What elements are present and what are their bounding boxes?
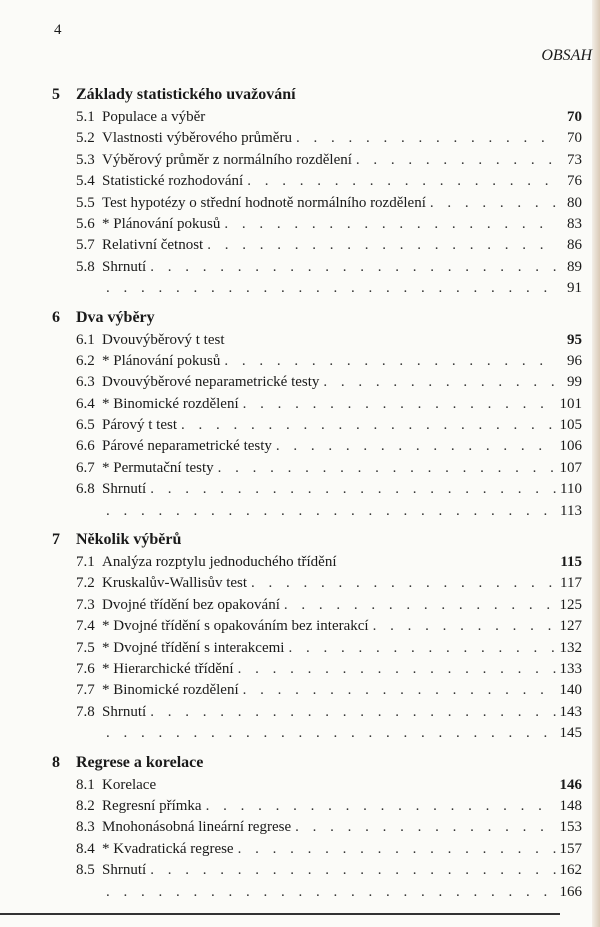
section-number: 6.7 [76,459,95,476]
dot-leader [106,723,556,744]
chapter-number: 6 [52,308,60,326]
section-number: 6.1 [76,331,95,348]
toc-entry [0,372,600,393]
section-number: 8.5 [76,862,95,879]
section-number: 5.1 [76,109,95,125]
section-number: 7.7 [76,682,95,699]
page-ref: 96 [567,352,582,369]
toc-entry [0,193,600,214]
running-title: OBSAH [541,47,592,64]
chapter [0,306,600,523]
section-title: * Kvadratická regrese [102,840,234,857]
toc-entry [0,351,600,372]
chapter-number: 7 [52,531,60,549]
chapter-number: 5 [52,86,60,103]
section-number: 5.3 [76,151,95,168]
section-title: Výběrový průměr z normálního rozdělení [102,151,352,168]
dot-leader [218,458,556,479]
section-number: 6.2 [76,352,95,369]
page-ref: 125 [559,596,582,613]
section-title: Dvouvýběrový t test [102,331,225,348]
page-ref: 146 [559,776,582,793]
page-ref: 115 [560,554,582,571]
dot-leader [224,351,556,372]
section-title: Párové neparametrické testy [102,438,272,455]
dot-leader [243,680,556,701]
dot-leader [238,659,556,680]
toc-entry [0,573,600,594]
chapter [0,528,600,745]
section-title: * Binomické rozdělení [102,395,239,412]
dot-leader [276,436,556,457]
dot-leader [284,595,556,616]
dot-leader [207,235,556,256]
page-ref: 140 [559,682,582,699]
section-number: 5.4 [76,173,95,190]
toc-entry [0,394,600,415]
page-ref: 107 [559,459,582,476]
chapter-heading [0,306,600,330]
page-ref: 70 [567,130,582,147]
section-number: 7.4 [76,618,95,635]
page-ref: 86 [567,237,582,254]
section-title: Shrnutí [102,481,147,498]
section-title: Korelace [102,776,157,793]
chapter-heading [0,83,600,107]
section-number: 5.2 [76,130,95,147]
section-title: Dvojné třídění bez opakování [102,596,280,613]
dot-leader [181,415,556,436]
toc-entry [0,278,600,299]
page-ref: 145 [559,725,582,742]
dot-leader [206,796,556,817]
toc-entry [0,235,600,256]
section-number: 5.7 [76,237,95,254]
toc-entry [0,839,600,860]
dot-leader [224,214,556,235]
dot-leader [150,702,555,723]
chapter-heading [0,751,600,775]
page-ref: 91 [567,280,582,297]
section-number: 5.6 [76,215,95,232]
toc-entry [0,128,600,149]
page-ref: 73 [567,151,582,168]
page-ref: 83 [567,215,582,232]
chapter-gap [0,903,600,909]
section-title: Test hypotézy o střední hodnotě normálního rozdělení [102,194,426,211]
section-title: Dvouvýběrové neparametrické testy [102,374,320,391]
chapter-title: Základy statistického uvažování [76,86,296,103]
section-number: 8.2 [76,797,95,814]
page-ref: 132 [559,639,582,656]
dot-leader [288,638,555,659]
section-title: * Permutační testy [102,459,214,476]
section-number: 7.6 [76,660,95,677]
section-title: Relativní četnost [102,237,204,254]
table-of-contents [0,83,600,909]
section-title: Regresní přímka [102,797,202,814]
toc-entry [0,501,600,522]
dot-leader [238,839,556,860]
dot-leader [106,278,556,299]
toc-entry [0,595,600,616]
page-ref: 70 [567,109,582,125]
dot-leader [150,860,555,881]
section-title: Shrnutí [102,703,147,720]
toc-entry [0,796,600,817]
toc-entry [0,214,600,235]
chapter-title: Dva výběry [76,308,155,326]
section-title: Párový t test [102,417,177,434]
page-ref: 99 [567,374,582,391]
section-number: 6.3 [76,374,95,391]
section-title: * Dvojné třídění s interakcemi [102,639,285,656]
dot-leader [106,882,556,903]
section-title: Mnohonásobná lineární regrese [102,819,292,836]
section-title: Shrnutí [102,258,147,275]
toc-entry [0,107,600,128]
section-number: 6.6 [76,438,95,455]
page-ref: 157 [559,840,582,857]
page-ref: 76 [567,173,582,190]
toc-entry [0,616,600,637]
section-number: 8.1 [76,776,95,793]
toc-entry [0,638,600,659]
toc-entry [0,702,600,723]
toc-entry [0,775,600,796]
page-ref: 105 [559,417,582,434]
dot-leader [150,257,556,278]
toc-entry [0,415,600,436]
section-title: Vlastnosti výběrového průměru [102,130,292,147]
section-title: * Binomické rozdělení [102,682,239,699]
bottom-rule [0,913,560,915]
section-number: 6.5 [76,417,95,434]
toc-entry [0,330,600,351]
page-ref: 95 [567,331,582,348]
chapter-title: Regrese a korelace [76,753,204,771]
dot-leader [356,150,556,171]
page-ref: 89 [567,258,582,275]
dot-leader [150,479,556,500]
page-ref: 153 [559,819,582,836]
section-title: Shrnutí [102,862,147,879]
toc-entry [0,257,600,278]
page-ref: 162 [559,862,582,879]
chapter [0,751,600,903]
page-ref: 143 [559,703,582,720]
chapter-number: 8 [52,753,60,771]
dot-leader [106,501,556,522]
toc-entry [0,817,600,838]
section-number: 7.2 [76,575,95,592]
page-ref: 117 [560,575,582,592]
chapter-title: Několik výběrů [76,531,182,549]
page-ref: 133 [559,660,582,677]
toc-entry [0,479,600,500]
dot-leader [430,193,556,214]
page-number: 4 [54,22,62,38]
toc-entry [0,680,600,701]
page-ref: 101 [559,395,582,412]
page-ref: 80 [567,194,582,211]
section-title: * Hierarchické třídění [102,660,234,677]
section-title: Statistické rozhodování [102,173,244,190]
dot-leader [251,573,556,594]
dot-leader [296,128,556,149]
page-ref: 106 [559,438,582,455]
toc-entry [0,659,600,680]
dot-leader [243,394,556,415]
toc-entry [0,860,600,881]
toc-entry [0,171,600,192]
section-number: 6.8 [76,481,95,498]
section-number: 7.1 [76,554,95,571]
page-ref: 148 [559,797,582,814]
chapter-heading [0,528,600,552]
chapter [0,83,600,300]
section-title: Populace a výběr [102,109,206,125]
toc-entry [0,458,600,479]
dot-leader [373,616,556,637]
section-number: 8.3 [76,819,95,836]
section-number: 8.4 [76,840,95,857]
section-title: * Plánování pokusů [102,215,221,232]
toc-entry [0,723,600,744]
section-number: 5.5 [76,194,95,211]
section-title: Kruskalův-Wallisův test [102,575,248,592]
page-ref: 166 [559,883,582,900]
dot-leader [247,171,556,192]
page-ref: 113 [560,502,582,519]
toc-entry [0,552,600,573]
section-title: Analýza rozptylu jednoduchého třídění [102,554,337,571]
section-number: 6.4 [76,395,95,412]
page-ref: 110 [560,481,582,498]
page-ref: 127 [559,618,582,635]
section-number: 7.5 [76,639,95,656]
toc-entry [0,436,600,457]
section-number: 5.8 [76,258,95,275]
toc-entry [0,150,600,171]
section-title: * Plánování pokusů [102,352,221,369]
dot-leader [323,372,556,393]
section-number: 7.3 [76,596,95,613]
section-number: 7.8 [76,703,95,720]
toc-entry [0,882,600,903]
dot-leader [295,817,555,838]
section-title: * Dvojné třídění s opakováním bez interakcí [102,618,369,635]
